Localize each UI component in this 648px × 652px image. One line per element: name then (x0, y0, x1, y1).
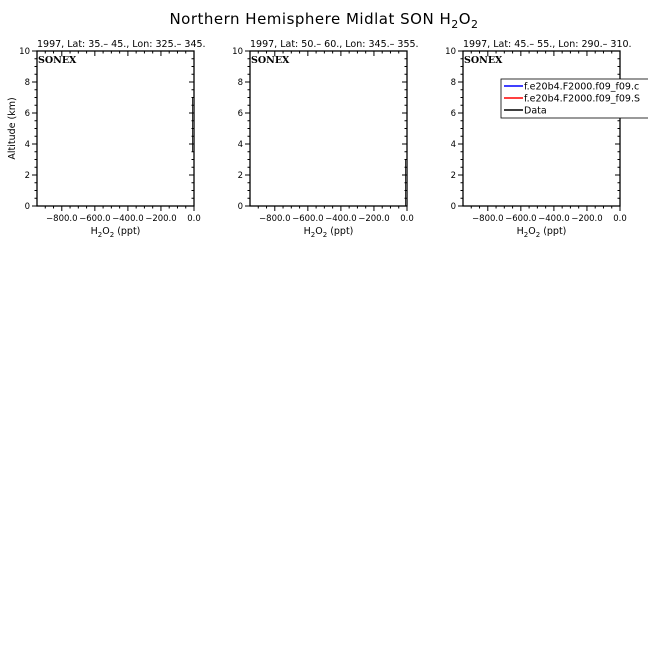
y-axis-label: Altitude (km) (7, 97, 18, 160)
x-tick-label: −400.0 (112, 214, 144, 224)
x-tick-label: −200.0 (358, 214, 390, 224)
y-tick-label: 2 (24, 171, 30, 181)
legend-entry: f.e20b4.F2000.f09_f09.S (524, 93, 641, 105)
panel-1 (7, 39, 206, 239)
panel-title: 1997, Lat: 45.– 55., Lon: 290.– 310. (463, 39, 632, 50)
y-tick-label: 4 (450, 140, 456, 150)
plot-frame (250, 51, 407, 206)
plot-frame (463, 51, 620, 206)
y-tick-label: 6 (450, 109, 456, 119)
y-tick-label: 8 (450, 78, 456, 88)
x-tick-label: −400.0 (325, 214, 357, 224)
x-tick-label: −200.0 (145, 214, 177, 224)
y-tick-label: 10 (19, 47, 30, 57)
y-tick-label: 4 (237, 140, 243, 150)
x-tick-label: −600.0 (292, 214, 324, 224)
x-tick-label: −600.0 (505, 214, 537, 224)
x-axis-label: $H_2O_2$ (ppt) (516, 226, 567, 239)
x-tick-label: 0.0 (400, 214, 414, 224)
x-tick-label: −800.0 (259, 214, 291, 224)
figure-title-mid: O (458, 10, 472, 28)
x-tick-label: −600.0 (79, 214, 111, 224)
y-tick-label: 8 (237, 78, 243, 88)
figure-title-sub1: 2 (451, 18, 459, 31)
y-tick-label: 6 (24, 109, 30, 119)
plot-frame (37, 51, 194, 206)
figure-title (169, 10, 478, 31)
panel-3 (445, 39, 648, 239)
panel-label: SONEX (464, 55, 503, 66)
y-tick-label: 10 (445, 47, 456, 57)
y-tick-label: 0 (450, 202, 456, 212)
panel-label: SONEX (38, 55, 77, 66)
x-tick-label: −400.0 (538, 214, 570, 224)
panel-title: 1997, Lat: 35.– 45., Lon: 325.– 345. (37, 39, 206, 50)
panel-label: SONEX (251, 55, 290, 66)
panel-2 (232, 39, 418, 239)
y-tick-label: 6 (237, 109, 243, 119)
figure-title-main: Northern Hemisphere Midlat SON H (169, 10, 452, 28)
y-tick-label: 2 (450, 171, 456, 181)
x-tick-label: −200.0 (571, 214, 603, 224)
y-tick-label: 4 (24, 140, 30, 150)
x-tick-label: −800.0 (46, 214, 78, 224)
x-axis-label: $H_2O_2$ (ppt) (90, 226, 141, 239)
panel-title: 1997, Lat: 50.– 60., Lon: 345.– 355. (250, 39, 419, 50)
y-tick-label: 2 (237, 171, 243, 181)
x-tick-label: 0.0 (187, 214, 201, 224)
x-axis-label: $H_2O_2$ (ppt) (303, 226, 354, 239)
y-tick-label: 8 (24, 78, 30, 88)
y-tick-label: 0 (24, 202, 30, 212)
figure-title-sub2: 2 (471, 18, 479, 31)
x-tick-label: 0.0 (613, 214, 627, 224)
legend-entry: f.e20b4.F2000.f09_f09.c (524, 81, 640, 93)
y-tick-label: 10 (232, 47, 243, 57)
x-tick-label: −800.0 (472, 214, 504, 224)
legend-entry: Data (524, 105, 547, 117)
y-tick-label: 0 (237, 202, 243, 212)
